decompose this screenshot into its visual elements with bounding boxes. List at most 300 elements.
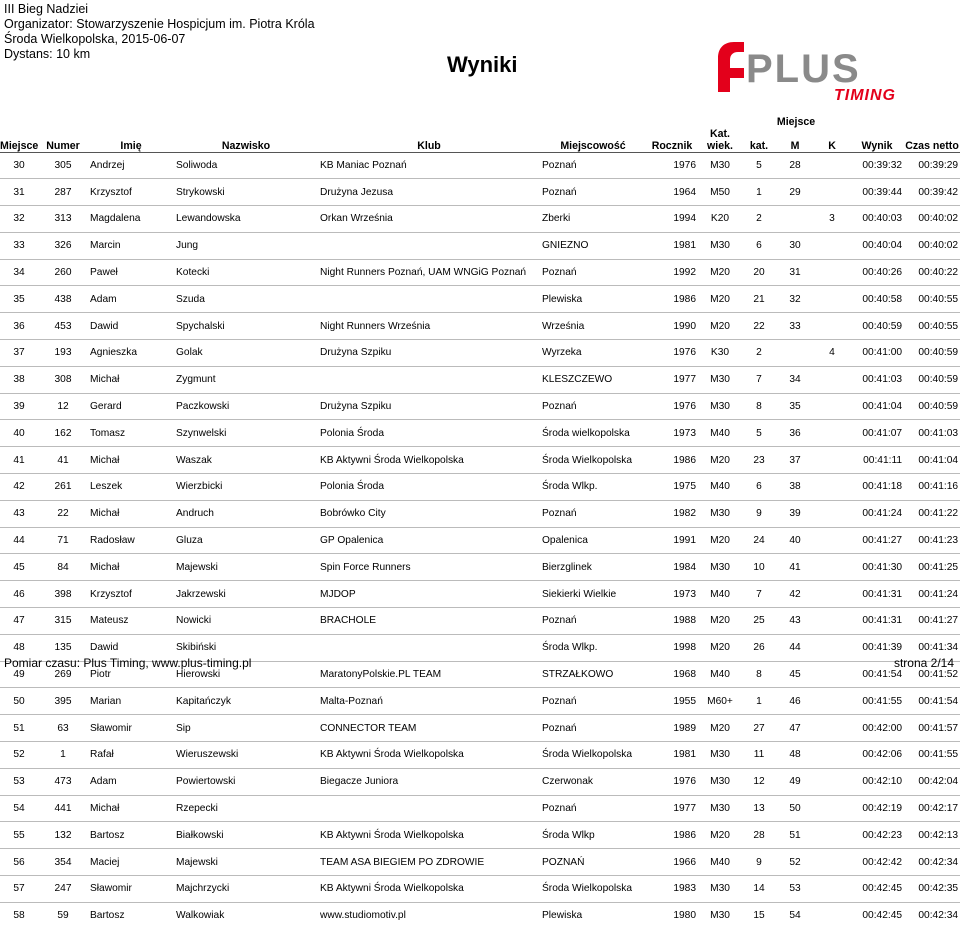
cell-miejsce-k	[814, 634, 850, 661]
cell-numer: 162	[54, 427, 72, 439]
cell-miejsce-k: 4	[829, 347, 835, 359]
cell-miejsce-k	[814, 286, 850, 313]
cell-miejsce-kat: 2	[756, 347, 762, 359]
cell-wynik: 00:42:00	[862, 722, 903, 734]
cell-imie: Adam	[90, 776, 117, 788]
cell-rocznik: 1984	[673, 561, 696, 573]
cell-numer: 22	[57, 508, 69, 520]
cell-miejsce-kat: 26	[753, 642, 765, 654]
cell-kat-wiek: M30	[710, 401, 730, 413]
table-row	[0, 232, 960, 259]
cell-miejsce-m: 41	[789, 561, 801, 573]
cell-miejsce-m: 50	[789, 803, 801, 815]
cell-rocznik: 1977	[673, 374, 696, 386]
cell-numer: 441	[54, 803, 72, 815]
cell-numer: 260	[54, 267, 72, 279]
cell-miejsce-k	[814, 795, 850, 822]
table-row	[0, 527, 960, 554]
cell-miejsce-k	[814, 876, 850, 903]
cell-klub: Night Runners Poznań, UAM WNGiG Poznań	[320, 267, 527, 279]
cell-miejscowosc: Poznań	[542, 267, 577, 279]
cell-miejscowosc: Poznań	[542, 159, 577, 171]
page-title: Wyniki	[447, 52, 518, 77]
organizer: Organizator: Stowarzyszenie Hospicjum im. Piotra Króla	[4, 17, 315, 31]
cell-miejsce: 42	[13, 481, 25, 493]
cell-klub: Orkan Września	[320, 213, 393, 225]
cell-numer: 354	[54, 856, 72, 868]
col-rocznik: Rocznik	[651, 139, 693, 152]
cell-miejsce-m: 29	[789, 186, 801, 198]
cell-klub: Bobrówko City	[320, 508, 386, 520]
table-row	[0, 876, 960, 903]
col-wynik: Wynik	[861, 139, 893, 152]
cell-wynik: 00:41:00	[862, 347, 903, 359]
cell-rocznik: 1968	[673, 669, 696, 681]
cell-miejsce-m: 48	[789, 749, 801, 761]
cell-miejsce-k	[814, 179, 850, 206]
cell-miejsce-kat: 20	[753, 267, 765, 279]
cell-kat-wiek: M20	[710, 722, 730, 734]
cell-imie: Michał	[90, 508, 120, 520]
cell-miejscowosc: Bierzglinek	[542, 561, 592, 573]
cell-wynik: 00:41:11	[863, 454, 903, 466]
cell-klub: GP Opalenica	[320, 535, 384, 547]
cell-wynik: 00:42:19	[862, 803, 903, 815]
cell-nazwisko: Strykowski	[176, 186, 225, 198]
cell-kat-wiek: M30	[710, 561, 730, 573]
cell-rocznik: 1973	[673, 588, 696, 600]
cell-miejscowosc: Poznań	[542, 803, 577, 815]
cell-miejsce-kat: 5	[756, 427, 762, 439]
cell-klub	[318, 286, 540, 313]
cell-miejsce-k	[814, 581, 850, 608]
cell-miejscowosc: Środa Wlkp.	[542, 642, 598, 654]
cell-wynik: 00:41:07	[862, 427, 903, 439]
cell-nazwisko: Rzepecki	[176, 803, 218, 815]
cell-czas-netto: 00:41:27	[918, 615, 959, 627]
cell-numer: 12	[57, 401, 69, 413]
cell-miejsce-m: 28	[789, 159, 801, 171]
cell-miejscowosc: GNIEZNO	[542, 240, 589, 252]
cell-numer: 398	[54, 588, 72, 600]
cell-miejsce: 47	[13, 615, 25, 627]
cell-imie: Rafał	[90, 749, 114, 761]
cell-wynik: 00:40:03	[862, 213, 903, 225]
cell-numer: 453	[54, 320, 72, 332]
cell-miejscowosc: KLESZCZEWO	[542, 374, 613, 386]
cell-rocznik: 1989	[673, 722, 696, 734]
plus-timing-logo	[716, 38, 956, 104]
cell-czas-netto: 00:40:02	[918, 213, 959, 225]
cell-numer: 438	[54, 293, 72, 305]
cell-miejsce-k	[814, 849, 850, 876]
cell-klub	[318, 634, 540, 661]
cell-miejsce: 38	[13, 374, 25, 386]
cell-rocznik: 1992	[673, 267, 696, 279]
cell-nazwisko: Golak	[176, 347, 203, 359]
table-row	[0, 366, 960, 393]
cell-czas-netto: 00:40:59	[918, 347, 959, 359]
cell-miejsce-kat: 21	[753, 293, 765, 305]
cell-czas-netto: 00:41:55	[918, 749, 959, 761]
cell-miejsce-m: 38	[789, 481, 801, 493]
cell-kat-wiek: M20	[710, 454, 730, 466]
cell-miejsce-k	[814, 259, 850, 286]
cell-miejsce-k	[814, 661, 850, 688]
cell-nazwisko: Powiertowski	[176, 776, 236, 788]
cell-miejsce-m: 31	[789, 267, 801, 279]
cell-klub: Polonia Środa	[320, 481, 385, 493]
cell-miejsce-k	[814, 742, 850, 769]
cell-miejsce-k	[814, 447, 850, 474]
cell-rocznik: 1983	[673, 883, 696, 895]
cell-miejsce-m: 44	[789, 642, 801, 654]
table-row	[0, 393, 960, 420]
cell-czas-netto: 00:42:34	[918, 856, 959, 868]
table-row	[0, 474, 960, 501]
cell-wynik: 00:41:39	[862, 642, 903, 654]
cell-wynik: 00:41:24	[862, 508, 903, 520]
cell-czas-netto: 00:41:24	[918, 588, 959, 600]
cell-kat-wiek: M30	[710, 240, 730, 252]
cell-imie: Marcin	[90, 240, 121, 252]
cell-kat-wiek: M40	[710, 588, 730, 600]
col-k: K	[828, 139, 836, 152]
cell-miejsce-k	[814, 554, 850, 581]
cell-miejsce-m: 40	[789, 535, 801, 547]
cell-miejscowosc: Wyrzeka	[542, 347, 582, 359]
cell-numer: 193	[54, 347, 72, 359]
cell-imie: Michał	[90, 454, 120, 466]
cell-miejsce-kat: 9	[756, 508, 762, 520]
cell-wynik: 00:41:30	[862, 561, 903, 573]
cell-klub: Malta-Poznań	[320, 695, 383, 707]
cell-imie: Tomasz	[90, 427, 126, 439]
cell-miejsce-m	[776, 340, 814, 367]
cell-nazwisko: Soliwoda	[176, 159, 218, 171]
cell-kat-wiek: M20	[710, 829, 730, 841]
results-table	[0, 104, 960, 929]
cell-miejsce-m	[776, 206, 814, 233]
cell-miejsce-kat: 9	[756, 856, 762, 868]
cell-wynik: 00:41:03	[862, 374, 903, 386]
cell-klub: MaratonyPolskie.PL TEAM	[320, 669, 442, 681]
cell-imie: Michał	[90, 803, 120, 815]
table-row	[0, 581, 960, 608]
cell-nazwisko: Kotecki	[176, 267, 210, 279]
cell-klub: Biegacze Juniora	[320, 776, 399, 788]
cell-wynik: 00:40:26	[862, 267, 903, 279]
table-row	[0, 688, 960, 715]
col-czas-netto: Czas netto	[905, 139, 959, 152]
cell-imie: Marian	[90, 695, 122, 707]
cell-miejsce-k	[814, 715, 850, 742]
cell-kat-wiek: K30	[710, 347, 730, 359]
cell-miejsce-m: 36	[789, 427, 801, 439]
cell-miejsce: 50	[13, 695, 25, 707]
cell-wynik: 00:41:04	[862, 401, 903, 413]
cell-imie: Bartosz	[90, 829, 125, 841]
cell-kat-wiek: M30	[710, 910, 730, 922]
cell-czas-netto: 00:41:23	[918, 535, 959, 547]
cell-miejscowosc: Czerwonak	[542, 776, 593, 788]
col-imie: Imię	[120, 139, 142, 152]
cell-imie: Mateusz	[90, 615, 129, 627]
cell-imie: Sławomir	[90, 722, 132, 734]
cell-wynik: 00:41:31	[862, 615, 903, 627]
cell-miejsce: 35	[13, 293, 25, 305]
cell-wynik: 00:42:10	[862, 776, 903, 788]
cell-klub: Drużyna Jezusa	[320, 186, 394, 198]
svg-text:TIMING: TIMING	[834, 87, 896, 104]
cell-nazwisko: Jakrzewski	[176, 588, 226, 600]
cell-czas-netto: 00:41:52	[918, 669, 959, 681]
cell-miejsce: 31	[13, 186, 25, 198]
table-row	[0, 849, 960, 876]
cell-miejsce-kat: 6	[756, 481, 762, 493]
cell-numer: 313	[54, 213, 72, 225]
cell-wynik: 00:39:32	[862, 159, 903, 171]
cell-miejsce-m: 33	[789, 320, 801, 332]
cell-miejsce: 43	[13, 508, 25, 520]
cell-miejsce-k	[814, 232, 850, 259]
cell-numer: 261	[54, 481, 72, 493]
cell-miejsce-m: 51	[789, 829, 801, 841]
cell-rocznik: 1981	[673, 240, 696, 252]
cell-miejscowosc: Poznań	[542, 508, 577, 520]
cell-wynik: 00:39:44	[862, 186, 903, 198]
cell-miejscowosc: POZNAŃ	[542, 856, 585, 868]
cell-miejscowosc: Poznań	[542, 186, 577, 198]
cell-kat-wiek: M30	[710, 159, 730, 171]
cell-imie: Michał	[90, 561, 120, 573]
cell-miejscowosc: Poznań	[542, 722, 577, 734]
cell-miejsce-kat: 14	[753, 883, 765, 895]
col-miejsce: Miejsce	[0, 139, 39, 152]
cell-miejsce-kat: 22	[753, 320, 765, 332]
cell-miejsce-kat: 13	[753, 803, 765, 815]
cell-miejsce-m: 49	[789, 776, 801, 788]
cell-klub: Spin Force Runners	[320, 561, 411, 573]
cell-rocznik: 1964	[673, 186, 696, 198]
cell-imie: Piotr	[90, 669, 111, 681]
cell-imie: Adam	[90, 293, 117, 305]
cell-rocznik: 1976	[673, 159, 696, 171]
cell-miejsce-kat: 2	[756, 213, 762, 225]
cell-miejsce-m: 52	[789, 856, 801, 868]
cell-miejsce: 53	[13, 776, 25, 788]
cell-rocznik: 1955	[673, 695, 696, 707]
cell-miejsce-kat: 11	[753, 749, 765, 761]
cell-kat-wiek: M30	[710, 803, 730, 815]
page-number: strona 2/14	[893, 656, 954, 670]
cell-numer: 84	[57, 561, 69, 573]
cell-klub	[318, 795, 540, 822]
cell-miejsce-m: 45	[789, 669, 801, 681]
svg-text:PLUS: PLUS	[746, 47, 861, 91]
cell-klub: KB Aktywni Środa Wielkopolska	[320, 883, 464, 895]
table-row	[0, 795, 960, 822]
cell-czas-netto: 00:40:55	[918, 293, 959, 305]
cell-nazwisko: Nowicki	[176, 615, 212, 627]
cell-miejsce: 48	[13, 642, 25, 654]
cell-imie: Agnieszka	[90, 347, 138, 359]
cell-kat-wiek: K20	[710, 213, 730, 225]
cell-rocznik: 1986	[673, 293, 696, 305]
col-klub: Klub	[417, 139, 441, 152]
cell-wynik: 00:41:31	[862, 588, 903, 600]
cell-rocznik: 1986	[673, 829, 696, 841]
cell-kat-wiek: M20	[710, 535, 730, 547]
cell-rocznik: 1988	[673, 615, 696, 627]
table-row	[0, 554, 960, 581]
cell-rocznik: 1976	[673, 401, 696, 413]
cell-miejscowosc: Środa Wlkp	[542, 829, 595, 841]
cell-numer: 1	[60, 749, 66, 761]
cell-czas-netto: 00:40:59	[918, 401, 959, 413]
cell-numer: 247	[54, 883, 72, 895]
cell-wynik: 00:40:58	[862, 293, 903, 305]
cell-imie: Magdalena	[90, 213, 141, 225]
cell-miejsce-m: 42	[789, 588, 801, 600]
event-name: III Bieg Nadziei	[4, 2, 89, 16]
cell-miejsce-kat: 23	[753, 454, 765, 466]
cell-miejsce: 33	[13, 240, 25, 252]
cell-nazwisko: Hierowski	[176, 669, 221, 681]
cell-kat-wiek: M20	[710, 615, 730, 627]
cell-klub: Polonia Środa	[320, 427, 385, 439]
cell-klub: www.studiomotiv.pl	[320, 910, 406, 922]
cell-klub: TEAM ASA BIEGIEM PO ZDROWIE	[320, 856, 485, 868]
col-kat: kat.	[749, 139, 769, 152]
cell-miejsce: 41	[13, 454, 25, 466]
cell-nazwisko: Wierzbicki	[176, 481, 223, 493]
cell-rocznik: 1990	[673, 320, 696, 332]
cell-miejscowosc: Plewiska	[542, 910, 583, 922]
cell-miejsce: 40	[13, 427, 25, 439]
cell-miejsce-kat: 8	[756, 669, 762, 681]
table-row	[0, 259, 960, 286]
cell-miejsce-k	[814, 527, 850, 554]
cell-wynik: 00:40:04	[862, 240, 903, 252]
table-row	[0, 286, 960, 313]
cell-wynik: 00:42:06	[862, 749, 903, 761]
cell-kat-wiek: M30	[710, 749, 730, 761]
cell-czas-netto: 00:41:25	[918, 561, 959, 573]
cell-czas-netto: 00:40:55	[918, 320, 959, 332]
cell-imie: Leszek	[90, 481, 123, 493]
cell-miejsce-k	[814, 822, 850, 849]
cell-miejsce-m: 35	[789, 401, 801, 413]
cell-klub: MJDOP	[320, 588, 356, 600]
cell-numer: 135	[54, 642, 72, 654]
cell-kat-wiek: M20	[710, 293, 730, 305]
event-info	[4, 2, 315, 62]
cell-miejsce: 32	[13, 213, 25, 225]
cell-imie: Dawid	[90, 642, 119, 654]
cell-miejsce-kat: 8	[756, 401, 762, 413]
cell-kat-wiek: M40	[710, 669, 730, 681]
cell-miejsce-k	[814, 768, 850, 795]
cell-numer: 326	[54, 240, 72, 252]
cell-czas-netto: 00:40:59	[918, 374, 959, 386]
cell-nazwisko: Skibiński	[176, 642, 217, 654]
table-row	[0, 447, 960, 474]
cell-miejsce: 55	[13, 829, 25, 841]
cell-kat-wiek: M30	[710, 374, 730, 386]
cell-czas-netto: 00:41:22	[918, 508, 959, 520]
cell-kat-wiek: M40	[710, 856, 730, 868]
cell-miejscowosc: Zberki	[542, 213, 571, 225]
cell-miejsce: 44	[13, 535, 25, 547]
cell-czas-netto: 00:41:57	[918, 722, 959, 734]
cell-miejsce: 45	[13, 561, 25, 573]
cell-nazwisko: Sip	[176, 722, 191, 734]
cell-miejsce: 56	[13, 856, 25, 868]
cell-czas-netto: 00:41:16	[918, 481, 959, 493]
cell-miejsce-k	[814, 688, 850, 715]
cell-kat-wiek: M50	[710, 186, 730, 198]
cell-czas-netto: 00:41:03	[918, 427, 959, 439]
cell-numer: 395	[54, 695, 72, 707]
cell-rocznik: 1966	[673, 856, 696, 868]
cell-nazwisko: Waszak	[176, 454, 212, 466]
col-nazwisko: Nazwisko	[221, 139, 271, 152]
cell-imie: Paweł	[90, 267, 118, 279]
col-miejsce-group: Miejsce	[776, 116, 816, 128]
cell-nazwisko: Andruch	[176, 508, 214, 520]
cell-miejsce-kat: 6	[756, 240, 762, 252]
cell-miejsce-m: 54	[789, 910, 801, 922]
cell-miejsce: 36	[13, 320, 25, 332]
cell-nazwisko: Szuda	[176, 293, 205, 305]
cell-miejscowosc: Siekierki Wielkie	[542, 588, 617, 600]
cell-miejsce-m: 46	[789, 695, 801, 707]
cell-klub: Drużyna Szpiku	[320, 401, 392, 413]
cell-miejscowosc: Środa Wielkopolska	[542, 454, 633, 466]
cell-miejsce-k	[814, 152, 850, 179]
cell-rocznik: 1980	[673, 910, 696, 922]
cell-numer: 305	[54, 159, 72, 171]
cell-imie: Andrzej	[90, 159, 125, 171]
cell-miejscowosc: Poznań	[542, 401, 577, 413]
cell-miejsce-m: 34	[789, 374, 801, 386]
cell-miejsce-k	[814, 608, 850, 635]
cell-miejsce-k	[814, 500, 850, 527]
cell-klub: CONNECTOR TEAM	[320, 722, 417, 734]
cell-wynik: 00:41:55	[862, 695, 903, 707]
cell-kat-wiek: M30	[710, 776, 730, 788]
cell-miejsce-m: 47	[789, 722, 801, 734]
cell-miejscowosc: Środa Wielkopolska	[542, 749, 633, 761]
cell-wynik: 00:42:23	[862, 829, 903, 841]
cell-klub: KB Maniac Poznań	[320, 159, 407, 171]
cell-imie: Radosław	[90, 535, 135, 547]
table-row	[0, 608, 960, 635]
cell-rocznik: 1986	[673, 454, 696, 466]
cell-miejsce-m: 53	[789, 883, 801, 895]
cell-miejsce: 58	[13, 910, 25, 922]
cell-numer: 63	[57, 722, 69, 734]
table-row	[0, 715, 960, 742]
cell-kat-wiek: M20	[710, 642, 730, 654]
table-row	[0, 768, 960, 795]
cell-czas-netto: 00:41:04	[918, 454, 959, 466]
cell-miejsce: 34	[13, 267, 25, 279]
cell-nazwisko: Jung	[176, 240, 199, 252]
header-row	[0, 104, 960, 128]
cell-wynik: 00:42:42	[862, 856, 903, 868]
